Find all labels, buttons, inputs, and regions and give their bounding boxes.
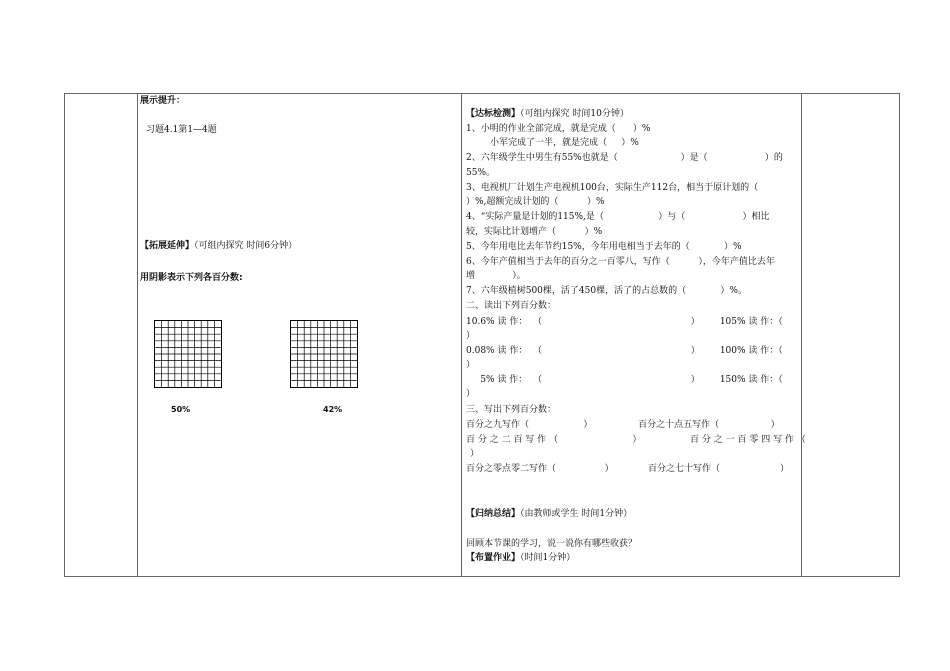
section3-title: 三、写出下列百分数： xyxy=(466,405,557,415)
q1-line2: 小军完成了一半，就是完成（ ）% xyxy=(490,138,639,148)
column-divider xyxy=(801,94,802,576)
q7-line: 7、六年级植树500棵，活了450棵，活了的占总数的（ ）%。 xyxy=(466,286,747,296)
write-row-2: 百 分 之 二 百 写 作 （ ） 百 分 之 一 百 零 四 写 作 （ xyxy=(466,435,806,445)
read-row-2: 0.08% 读 作： （ ） 100% 读 作：（ xyxy=(466,346,783,356)
read-row-3: 5% 读 作： （ ） 150% 读 作：（ xyxy=(466,375,783,385)
read-row-1-cont: ） xyxy=(466,331,476,341)
summary-heading: 【归纳总结】 xyxy=(466,509,521,519)
homework-heading: 【布置作业】 xyxy=(466,553,521,563)
grid1-percent-label: 50% xyxy=(171,405,191,414)
q4-line1: 4、“实际产量是计划的115%,是（ ）与（ ）相比 xyxy=(466,212,770,222)
review-line: 回顾本节课的学习，说一说你有哪些收获？ xyxy=(466,539,638,549)
extend-section xyxy=(140,240,297,252)
write-row-1: 百分之九写作（ ） 百分之十点五写作（ ） xyxy=(466,420,780,430)
write-row-2-cont: ） xyxy=(470,449,480,459)
hundred-grid-1 xyxy=(154,320,222,388)
homework-note: （时间1分钟） xyxy=(520,553,576,563)
extend-heading: 【拓展延伸】 xyxy=(140,241,195,251)
test-note: （可组内探究 时间10分钟） xyxy=(520,109,629,119)
q3-line2: ）%,超额完成计划的（ ）% xyxy=(466,197,605,207)
grid2-percent-label: 42% xyxy=(323,405,343,414)
homework-section xyxy=(466,552,575,564)
section2-title: 二、读出下列百分数： xyxy=(466,301,557,311)
q2-line1: 2、六年级学生中男生有55%也就是（ ）是（ ）的 xyxy=(466,153,783,163)
hundred-grid-2 xyxy=(290,320,358,388)
show-heading: 展示提升： xyxy=(140,96,186,106)
exercise-text: 习题4.1第1—4题 xyxy=(146,125,217,135)
q2-line2: 55%。 xyxy=(466,168,496,178)
q6-line2: 增 ）。 xyxy=(466,271,526,281)
test-heading: 【达标检测】 xyxy=(466,109,521,119)
write-row-3: 百分之零点零二写作（ ） 百分之七十写作（ ） xyxy=(466,464,790,474)
column-divider xyxy=(137,94,138,576)
q3-line1: 3、电视机厂计划生产电视机100台，实际生产112台，相当于原计划的（ xyxy=(466,183,759,193)
summary-section xyxy=(466,508,632,520)
test-section xyxy=(466,108,629,120)
extend-note: （可组内探究 时间6分钟） xyxy=(194,241,298,251)
column-divider xyxy=(461,94,462,576)
summary-note: （由教师或学生 时间1分钟） xyxy=(520,509,633,519)
q1-line1: 1、小明的作业全部完成，就是完成（ ）% xyxy=(466,124,651,134)
q4-line2: 较，实际比计划增产（ ）% xyxy=(466,227,603,237)
shade-instruction: 用阴影表示下列各百分数: xyxy=(140,273,243,283)
read-row-3-cont: ） xyxy=(466,389,476,399)
q6-line1: 6、今年产值相当于去年的百分之一百零八，写作（ ），今年产值比去年 xyxy=(466,257,775,267)
read-row-1: 10.6% 读 作： （ ） 105% 读 作：（ xyxy=(466,317,783,327)
q5-line: 5、今年用电比去年节约15%，今年用电相当于去年的（ ）% xyxy=(466,242,742,252)
read-row-2-cont: ） xyxy=(466,360,476,370)
